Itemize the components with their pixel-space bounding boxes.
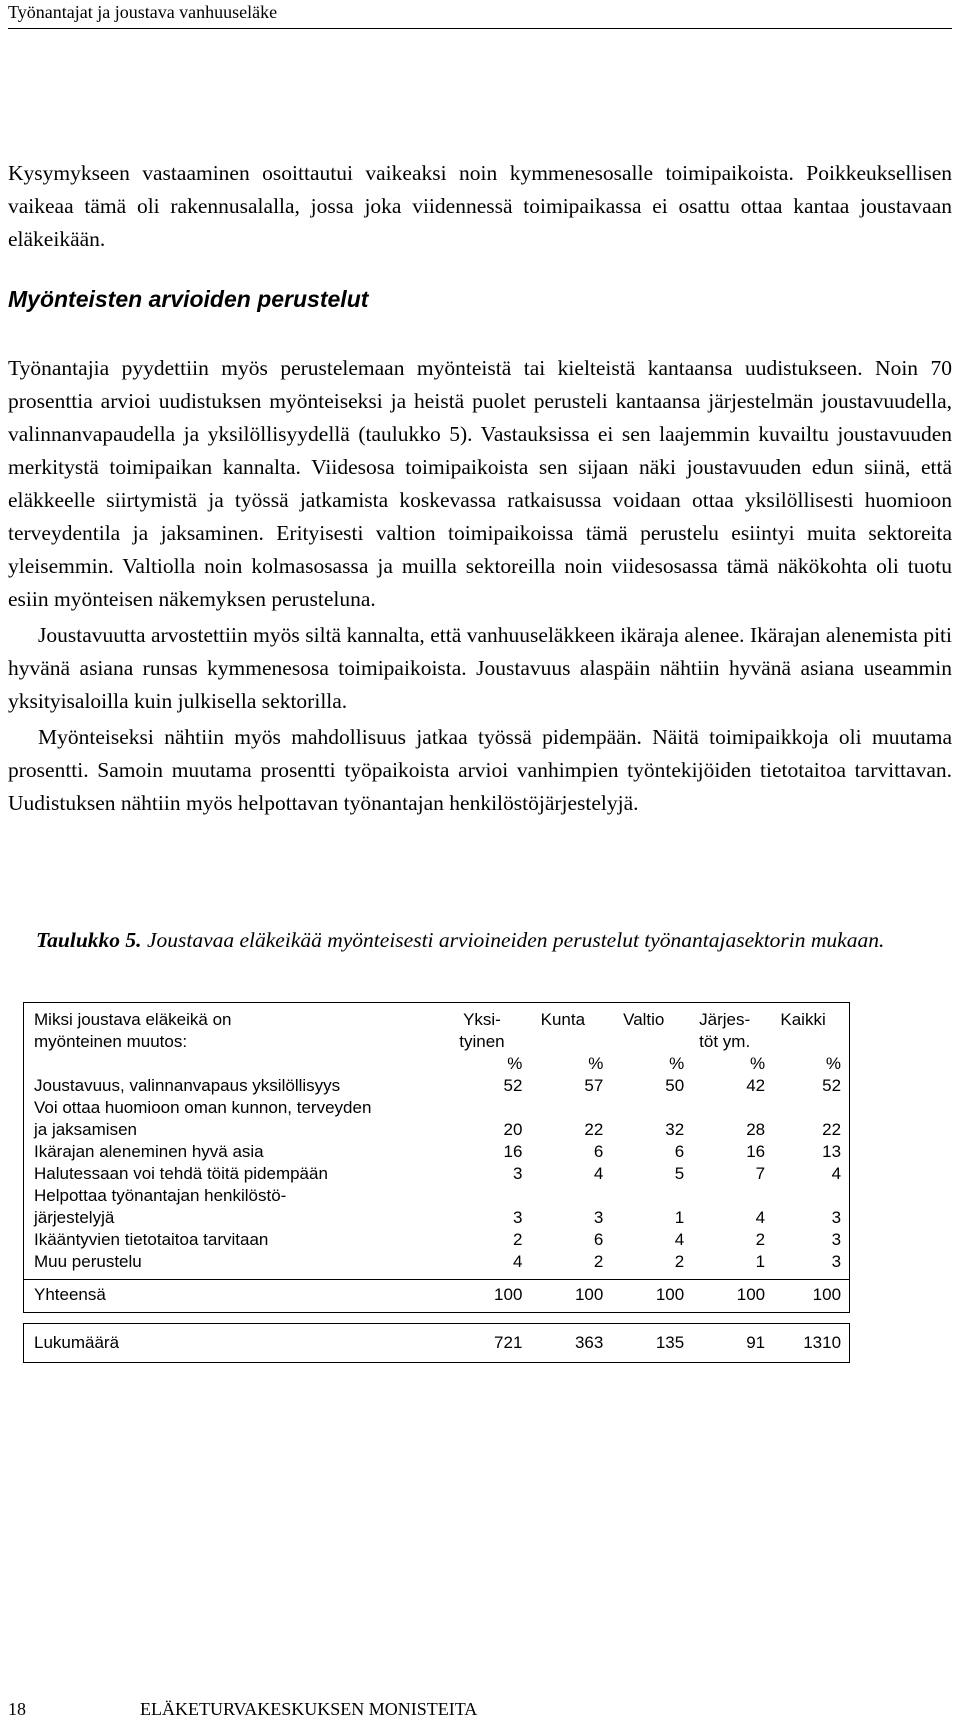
table-cell — [684, 1097, 765, 1119]
row-label: Muu perustelu — [34, 1252, 142, 1271]
table-cell: 2 — [755, 1230, 766, 1249]
table-cell: 363 — [574, 1333, 604, 1352]
table-caption-label: Taulukko 5. — [36, 928, 142, 952]
table-cell: 22 — [584, 1120, 604, 1139]
table-cell: 20 — [503, 1120, 523, 1139]
table-cell: 1310 — [803, 1333, 842, 1352]
table-cell: 135 — [655, 1333, 685, 1352]
column-header: Kunta — [540, 1010, 586, 1029]
column-header: Yksi- — [463, 1010, 501, 1029]
table-cell: 2 — [593, 1252, 604, 1271]
table-header-row — [24, 1031, 849, 1053]
table-cell — [765, 1097, 849, 1119]
table-cell: 57 — [584, 1076, 604, 1095]
table-cell: 4 — [831, 1164, 842, 1183]
table-caption — [36, 924, 916, 957]
table-cell: 100 — [494, 1285, 523, 1304]
table-header-row — [24, 1009, 849, 1031]
table-cell: 3 — [831, 1208, 842, 1227]
table-cell: 100 — [736, 1285, 766, 1304]
table-cell: 6 — [593, 1230, 604, 1249]
table-cell: 52 — [822, 1076, 842, 1095]
publisher-name: ELÄKETURVAKESKUKSEN MONISTEITA — [140, 1699, 478, 1719]
column-header: Järjes- — [699, 1010, 751, 1029]
table-cell: 28 — [746, 1120, 766, 1139]
table-total-block — [23, 1280, 850, 1313]
table-cell: 91 — [746, 1333, 766, 1352]
table-cell — [442, 1185, 523, 1207]
table-cell — [522, 1185, 603, 1207]
table-cell: 4 — [674, 1230, 685, 1249]
table-cell: 52 — [503, 1076, 523, 1095]
table-row — [24, 1097, 849, 1119]
page-footer — [8, 1697, 952, 1721]
table-cell: 5 — [674, 1164, 685, 1183]
column-header: Valtio — [623, 1010, 665, 1029]
table-cell: 1 — [674, 1208, 685, 1227]
table-cell: 13 — [822, 1142, 842, 1161]
column-header — [522, 1031, 603, 1053]
row-label: järjestelyjä — [34, 1208, 115, 1227]
header-label: Miksi joustava eläkeikä on — [34, 1010, 232, 1029]
table-cell: 4 — [512, 1252, 523, 1271]
table-row — [24, 1229, 849, 1251]
table-body — [24, 1075, 849, 1273]
column-header — [765, 1031, 849, 1053]
unit-cell: % — [588, 1054, 604, 1073]
table-cell — [765, 1185, 849, 1207]
table-cell: 1 — [755, 1252, 766, 1271]
row-label: Joustavuus, valinnanvapaus yksilöllisyys — [34, 1076, 341, 1095]
table-cell: 22 — [822, 1120, 842, 1139]
row-label: Helpottaa työnantajan henkilöstö- — [34, 1186, 287, 1205]
body-paragraphs — [8, 352, 952, 820]
data-table — [23, 1002, 850, 1363]
column-header: Kaikki — [780, 1010, 826, 1029]
table-cell: 6 — [593, 1142, 604, 1161]
table-row — [24, 1119, 849, 1141]
table-row — [24, 1075, 849, 1097]
row-label: Halutessaan voi tehdä töitä pidempään — [34, 1164, 328, 1183]
table-cell: 3 — [831, 1252, 842, 1271]
running-title: Työnantajat ja joustava vanhuuseläke — [8, 2, 278, 22]
table-cell: 3 — [831, 1230, 842, 1249]
unit-cell: % — [750, 1054, 766, 1073]
table-row-count — [24, 1332, 849, 1354]
table-cell: 50 — [665, 1076, 685, 1095]
table-main-block — [23, 1002, 850, 1280]
table-cell: 32 — [665, 1120, 685, 1139]
paragraph: Työnantajia pyydettiin myös perustelemaan myönteistä tai kielteistä kantaansa uudistukseen. Noin 70 prosenttia arvioi uudistuksen myönteiseksi ja heistä puolet perusteli kantaansa järjestelmän joustavuudella, valinnanvapaudella ja yksilöllisyydellä (taulukko 5). Vastauksissa ei sen laajemmin kuvailtu joustavuuden merkitystä toimipaikan kannalta. Viidesosa toimipaikoista sen sijaan näki joustavuuden edun siinä, että eläkkeelle siirtymistä ja työssä jatkamista koskevassa ratkaisussa voidaan ottaa yksilöllisesti huomioon terveydentila ja jaksaminen. Erityisesti valtion toimipaikoissa tämä perustelu esiintyi muita sektoreita yleisemmin. Valtiolla noin kolmasosassa ja muilla sektoreilla noin viidesosassa tämä näkökohta oli tuotu esiin myönteisen näkemyksen perusteluna. — [8, 356, 952, 611]
table-cell: 100 — [574, 1285, 604, 1304]
table-row — [24, 1163, 849, 1185]
table-cell: 7 — [755, 1164, 766, 1183]
table-cell: 42 — [746, 1076, 766, 1095]
page-number: 18 — [8, 1699, 26, 1719]
table-cell: 2 — [674, 1252, 685, 1271]
table-cell: 4 — [755, 1208, 766, 1227]
row-label: Ikääntyvien tietotaitoa tarvitaan — [34, 1230, 269, 1249]
table-row — [24, 1185, 849, 1207]
table-cell — [684, 1185, 765, 1207]
table-cell: 6 — [674, 1142, 685, 1161]
unit-cell: % — [669, 1054, 685, 1073]
row-label: Lukumäärä — [34, 1333, 120, 1352]
column-header: töt ym. — [699, 1032, 751, 1051]
table-cell: 2 — [512, 1230, 523, 1249]
section-heading: Myönteisten arvioiden perustelut — [8, 286, 369, 312]
running-header — [8, 0, 952, 29]
table-cell: 3 — [512, 1208, 523, 1227]
unit-row — [24, 1053, 849, 1075]
paragraph: Joustavuutta arvostettiin myös siltä kannalta, että vanhuuseläkkeen ikäraja alenee. Ikärajan alenemista piti hyvänä asiana runsas kymmenesosa toimipaikoista. Joustavuus alaspäin nähtiin hyvänä asiana useammin yksityisaloilla kuin julkisella sektorilla. — [8, 623, 952, 713]
row-label: Ikärajan aleneminen hyvä asia — [34, 1142, 264, 1161]
unit-cell: % — [825, 1054, 842, 1073]
row-label: Voi ottaa huomioon oman kunnon, terveyden — [34, 1098, 372, 1117]
table-cell: 16 — [503, 1142, 523, 1161]
unit-cell: % — [507, 1054, 523, 1073]
table-row — [24, 1141, 849, 1163]
table-cell: 3 — [593, 1208, 604, 1227]
table-cell: 100 — [655, 1285, 685, 1304]
table-caption-text: Joustavaa eläkeikää myönteisesti arvioineiden perustelut työnantajasektorin mukaan. — [146, 928, 885, 952]
column-header — [603, 1031, 684, 1053]
table-cell: 721 — [494, 1333, 523, 1352]
table-cell: 4 — [593, 1164, 604, 1183]
table-cell — [603, 1097, 684, 1119]
row-label: ja jaksamisen — [34, 1120, 137, 1139]
table-row — [24, 1207, 849, 1229]
column-header: tyinen — [459, 1032, 505, 1051]
table-count-block — [23, 1323, 850, 1363]
table-cell: 16 — [746, 1142, 766, 1161]
table-row-total — [24, 1284, 849, 1306]
table-cell: 100 — [812, 1285, 842, 1304]
table-cell — [522, 1097, 603, 1119]
table-cell — [603, 1185, 684, 1207]
intro-paragraph: Kysymykseen vastaaminen osoittautui vaikeaksi noin kymmenesosalle toimipaikoista. Poikkeuksellisen vaikeaa tämä oli rakennusalalla, jossa joka viidennessä toimipaikassa ei osattu ottaa kantaa joustavaan eläkeikään. — [8, 161, 952, 251]
header-label: myönteinen muutos: — [34, 1032, 188, 1051]
row-label: Yhteensä — [34, 1285, 106, 1304]
paragraph: Myönteiseksi nähtiin myös mahdollisuus jatkaa työssä pidempään. Näitä toimipaikkoja oli muutama prosentti. Samoin muutama prosentti työpaikoista arvioi vanhimpien työntekijöiden tietotaitoa tarvittavan. Uudistuksen nähtiin myös helpottavan työnantajan henkilöstöjärjestelyjä. — [8, 725, 952, 815]
table-cell — [442, 1097, 523, 1119]
table-row — [24, 1251, 849, 1273]
table-cell: 3 — [512, 1164, 523, 1183]
